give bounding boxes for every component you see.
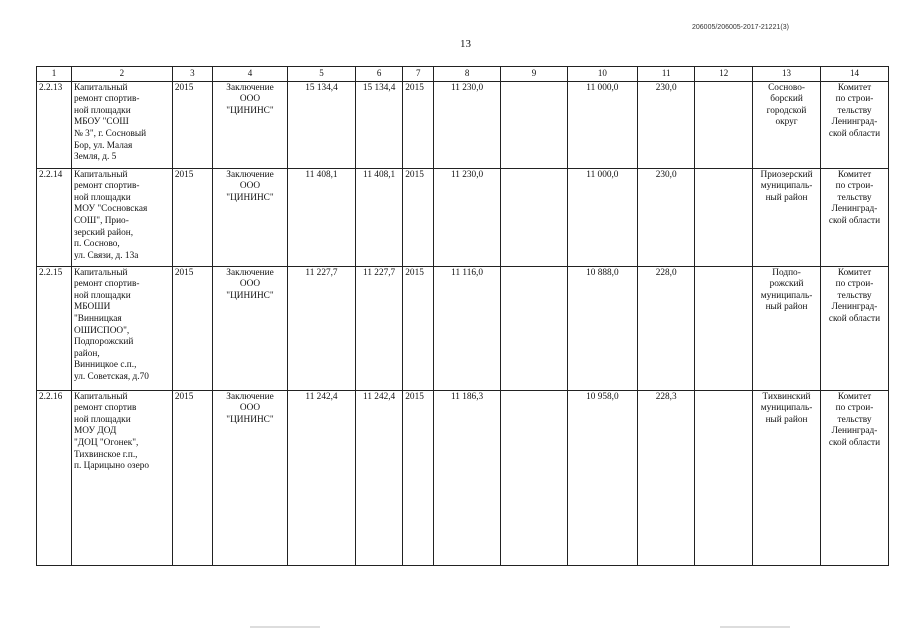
municipality-cell: Сосново- борский городской округ [753,81,821,168]
row-id: 2.2.16 [37,390,72,565]
municipality-cell: Тихвинский муниципаль- ный район [753,390,821,565]
value-cell: 228,3 [637,390,695,565]
year-cell: 2015 [403,390,434,565]
value-cell [501,266,568,390]
column-header: 10 [567,67,637,82]
row-id: 2.2.15 [37,266,72,390]
value-cell: 11 408,1 [288,168,356,266]
customer-cell: Комитет по строи- тельству Ленинград- ской области [820,81,888,168]
year-cell: 2015 [403,168,434,266]
column-header: 5 [288,67,356,82]
object-name: Капитальный ремонт спортив ной площадки МОУ ДОД "ДОЦ "Огонек", Тихвинское г.п., п. Царицыно озеро [71,390,172,565]
year-cell: 2015 [172,390,212,565]
value-cell: 11 230,0 [434,81,501,168]
year-cell: 2015 [172,81,212,168]
basis-cell: Заключение ООО "ЦИНИНС" [212,266,287,390]
value-cell [501,168,568,266]
column-header: 1 [37,67,72,82]
column-number-row [37,67,889,82]
program-table [36,66,889,566]
table-row [37,81,889,168]
value-cell: 11 230,0 [434,168,501,266]
municipality-cell: Приозерский муниципаль- ный район [753,168,821,266]
row-id: 2.2.14 [37,168,72,266]
customer-cell: Комитет по строи- тельству Ленинград- ской области [820,266,888,390]
column-header: 6 [355,67,402,82]
value-cell [695,168,753,266]
column-header: 7 [403,67,434,82]
value-cell: 15 134,4 [355,81,402,168]
year-cell: 2015 [172,266,212,390]
customer-cell: Комитет по строи- тельству Ленинград- ской области [820,390,888,565]
table-row [37,168,889,266]
value-cell: 10 888,0 [567,266,637,390]
column-header: 14 [820,67,888,82]
value-cell [501,390,568,565]
table-row [37,266,889,390]
value-cell: 11 242,4 [355,390,402,565]
basis-cell: Заключение ООО "ЦИНИНС" [212,81,287,168]
value-cell: 10 958,0 [567,390,637,565]
scan-edge-line [720,626,790,628]
value-cell: 11 408,1 [355,168,402,266]
row-id: 2.2.13 [37,81,72,168]
municipality-cell: Подпо- рожский муниципаль- ный район [753,266,821,390]
column-header: 8 [434,67,501,82]
value-cell [695,81,753,168]
value-cell: 230,0 [637,81,695,168]
value-cell: 11 227,7 [355,266,402,390]
value-cell [695,390,753,565]
basis-cell: Заключение ООО "ЦИНИНС" [212,168,287,266]
column-header: 3 [172,67,212,82]
value-cell: 11 000,0 [567,81,637,168]
value-cell [695,266,753,390]
value-cell: 230,0 [637,168,695,266]
column-header: 11 [637,67,695,82]
scan-edge-line [250,626,320,628]
value-cell: 11 000,0 [567,168,637,266]
table-row [37,390,889,565]
column-header: 4 [212,67,287,82]
customer-cell: Комитет по строи- тельству Ленинград- ской области [820,168,888,266]
value-cell: 11 116,0 [434,266,501,390]
value-cell: 11 242,4 [288,390,356,565]
value-cell [501,81,568,168]
object-name: Капитальный ремонт спортив- ной площадки МБОУ "СОШ № 3", г. Сосновый Бор, ул. Малая Земля, д. 5 [71,81,172,168]
object-name: Капитальный ремонт спортив- ной площадки МОУ "Сосновская СОШ", Прио- зерский район, п. Сосново, ул. Связи, д. 13а [71,168,172,266]
value-cell: 15 134,4 [288,81,356,168]
value-cell: 11 227,7 [288,266,356,390]
column-header: 13 [753,67,821,82]
year-cell: 2015 [403,81,434,168]
year-cell: 2015 [403,266,434,390]
year-cell: 2015 [172,168,212,266]
object-name: Капитальный ремонт спортив- ной площадки МБОШИ "Винницкая ОШИСПОО", Подпорожский район, Винницкое с.п., ул. Советская, д.70 [71,266,172,390]
column-header: 2 [71,67,172,82]
column-header: 12 [695,67,753,82]
value-cell: 11 186,3 [434,390,501,565]
value-cell: 228,0 [637,266,695,390]
document-code: 206005/206005-2017-21221(3) [692,24,789,31]
page-number: 13 [460,38,471,50]
basis-cell: Заключение ООО "ЦИНИНС" [212,390,287,565]
column-header: 9 [501,67,568,82]
